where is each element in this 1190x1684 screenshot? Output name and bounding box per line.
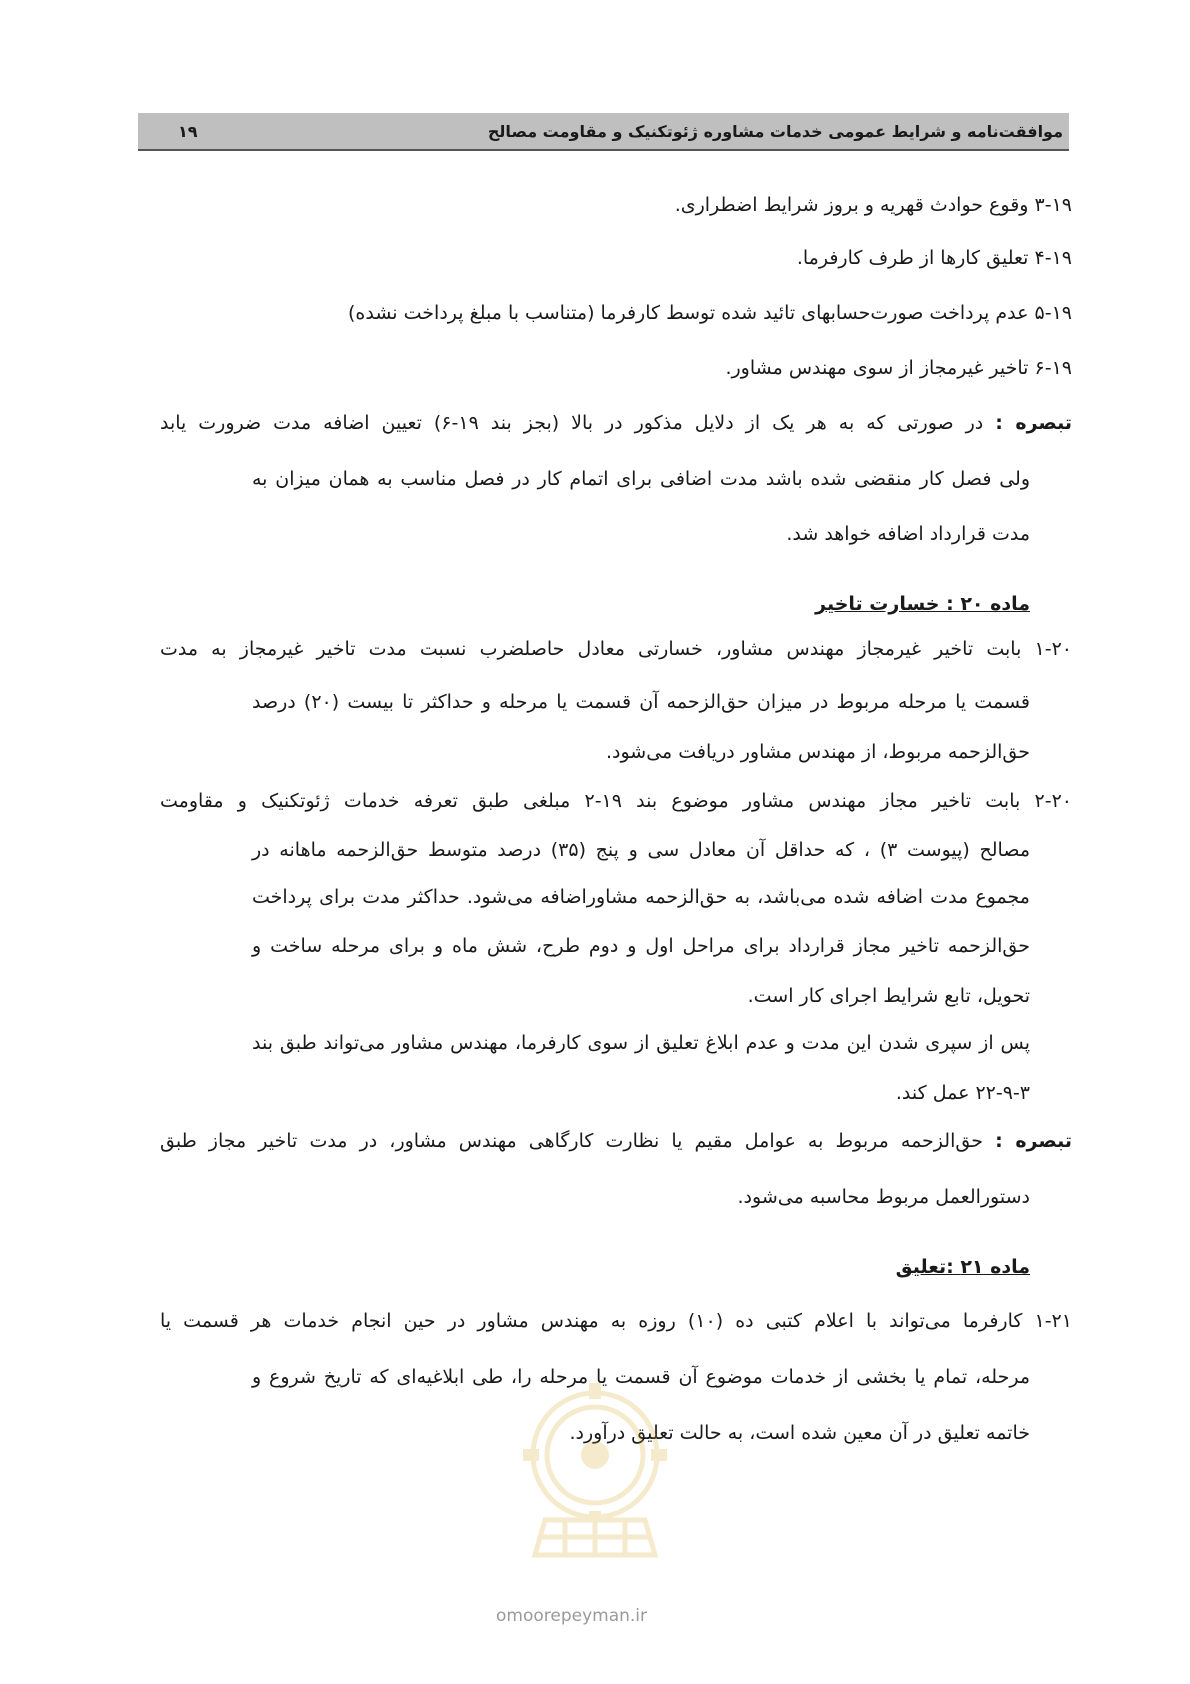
header-title: موافقت‌نامه و شرایط عمومی خدمات مشاوره ژئوتکنیک و مقاومت مصالح bbox=[487, 122, 1063, 141]
clause-20-2-line-4: حق‌الزحمه تاخیر مجاز قرارداد برای مراحل اول و دوم طرح، شش ماه و برای مرحله ساخت و bbox=[252, 935, 1030, 957]
clause-20-1-line-3: حق‌الزحمه مربوط، از مهندس مشاور دریافت می‌شود. bbox=[605, 741, 1030, 763]
article-21-heading: ماده ۲۱ :تعلیق bbox=[895, 1256, 1030, 1278]
clause-21-1-line-1: ۱-۲۱ کارفرما می‌تواند با اعلام کتبی ده (۱۰) روزه به مهندس مشاور در حین انجام خدمات هر قسمت یا bbox=[160, 1310, 1072, 1332]
note-2-line-1 bbox=[160, 1130, 1072, 1152]
note-label: تبصره : bbox=[995, 412, 1072, 434]
note-1-line-2: ولی فصل کار منقضی شده باشد مدت اضافی برای اتمام کار در فصل مناسب به همان میزان به bbox=[252, 468, 1030, 490]
clause-19-4: ۴-۱۹ تعلیق کارها از طرف کارفرما. bbox=[796, 247, 1072, 269]
article-20-heading: ماده ۲۰ : خسارت تاخیر bbox=[815, 593, 1030, 615]
page-header bbox=[138, 113, 1069, 151]
note-1-line-3: مدت قرارداد اضافه خواهد شد. bbox=[786, 523, 1030, 545]
clause-20-2-line-3: مجموع مدت اضافه شده می‌باشد، به حق‌الزحمه مشاوراضافه می‌شود. حداکثر مدت برای پرداخت bbox=[252, 886, 1030, 908]
note-2-text: حق‌الزحمه مربوط به عوامل مقیم یا نظارت کارگاهی مهندس مشاور، در مدت تاخیر مجاز طبق bbox=[160, 1130, 983, 1152]
page-number: ۱۹ bbox=[178, 122, 198, 141]
note-2-line-2: دستورالعمل مربوط محاسبه می‌شود. bbox=[737, 1186, 1030, 1208]
note-1-line-1 bbox=[160, 412, 1072, 434]
clause-20-2-line-7: ۲۲-۹-۳ عمل کند. bbox=[895, 1082, 1030, 1104]
clause-20-2-line-5: تحویل، تابع شرایط اجرای کار است. bbox=[747, 985, 1030, 1007]
clause-20-2-line-6: پس از سپری شدن این مدت و عدم ابلاغ تعلیق از سوی کارفرما، مهندس مشاور می‌تواند طبق بند bbox=[252, 1032, 1030, 1054]
clause-19-6: ۶-۱۹ تاخیر غیرمجاز از سوی مهندس مشاور. bbox=[725, 357, 1072, 379]
clause-19-3: ۳-۱۹ وقوع حوادث قهریه و بروز شرایط اضطراری. bbox=[674, 194, 1072, 216]
note-label: تبصره : bbox=[995, 1130, 1072, 1152]
note-1-text: در صورتی که به هر یک از دلایل مذکور در بالا (بجز بند ۱۹-۶) تعیین اضافه مدت ضرورت یابد bbox=[160, 412, 984, 434]
watermark-url: omoorepeyman.ir bbox=[496, 1606, 648, 1626]
clause-21-1-line-3: خاتمه تعلیق در آن معین شده است، به حالت تعلیق درآورد. bbox=[569, 1422, 1030, 1444]
clause-20-1-line-1: ۱-۲۰ بابت تاخیر غیرمجاز مهندس مشاور، خسارتی معادل حاصلضرب نسبت مدت تاخیر غیرمجاز به مدت bbox=[160, 638, 1072, 660]
clause-20-2-line-2: مصالح (پیوست ۳) ، که حداقل آن معادل سی و پنج (۳۵) درصد متوسط حق‌الزحمه ماهانه در bbox=[252, 839, 1030, 861]
gear-seal-icon bbox=[505, 1355, 685, 1585]
clause-20-1-line-2: قسمت یا مرحله مربوط در میزان حق‌الزحمه آن قسمت یا مرحله و حداکثر تا بیست (۲۰) درصد bbox=[252, 691, 1030, 713]
clause-21-1-line-2: مرحله، تمام یا بخشی از خدمات موضوع آن قسمت یا مرحله را، طی ابلاغیه‌ای که تاریخ شروع و bbox=[252, 1366, 1030, 1388]
clause-19-5: ۵-۱۹ عدم پرداخت صورت‌حسابهای تائید شده توسط کارفرما (متناسب با مبلغ پرداخت نشده) bbox=[348, 302, 1072, 324]
clause-20-2-line-1: ۲-۲۰ بابت تاخیر مجاز مهندس مشاور موضوع بند ۱۹-۲ مبلغی طبق تعرفه خدمات ژئوتکنیک و مقاومت bbox=[160, 790, 1072, 812]
